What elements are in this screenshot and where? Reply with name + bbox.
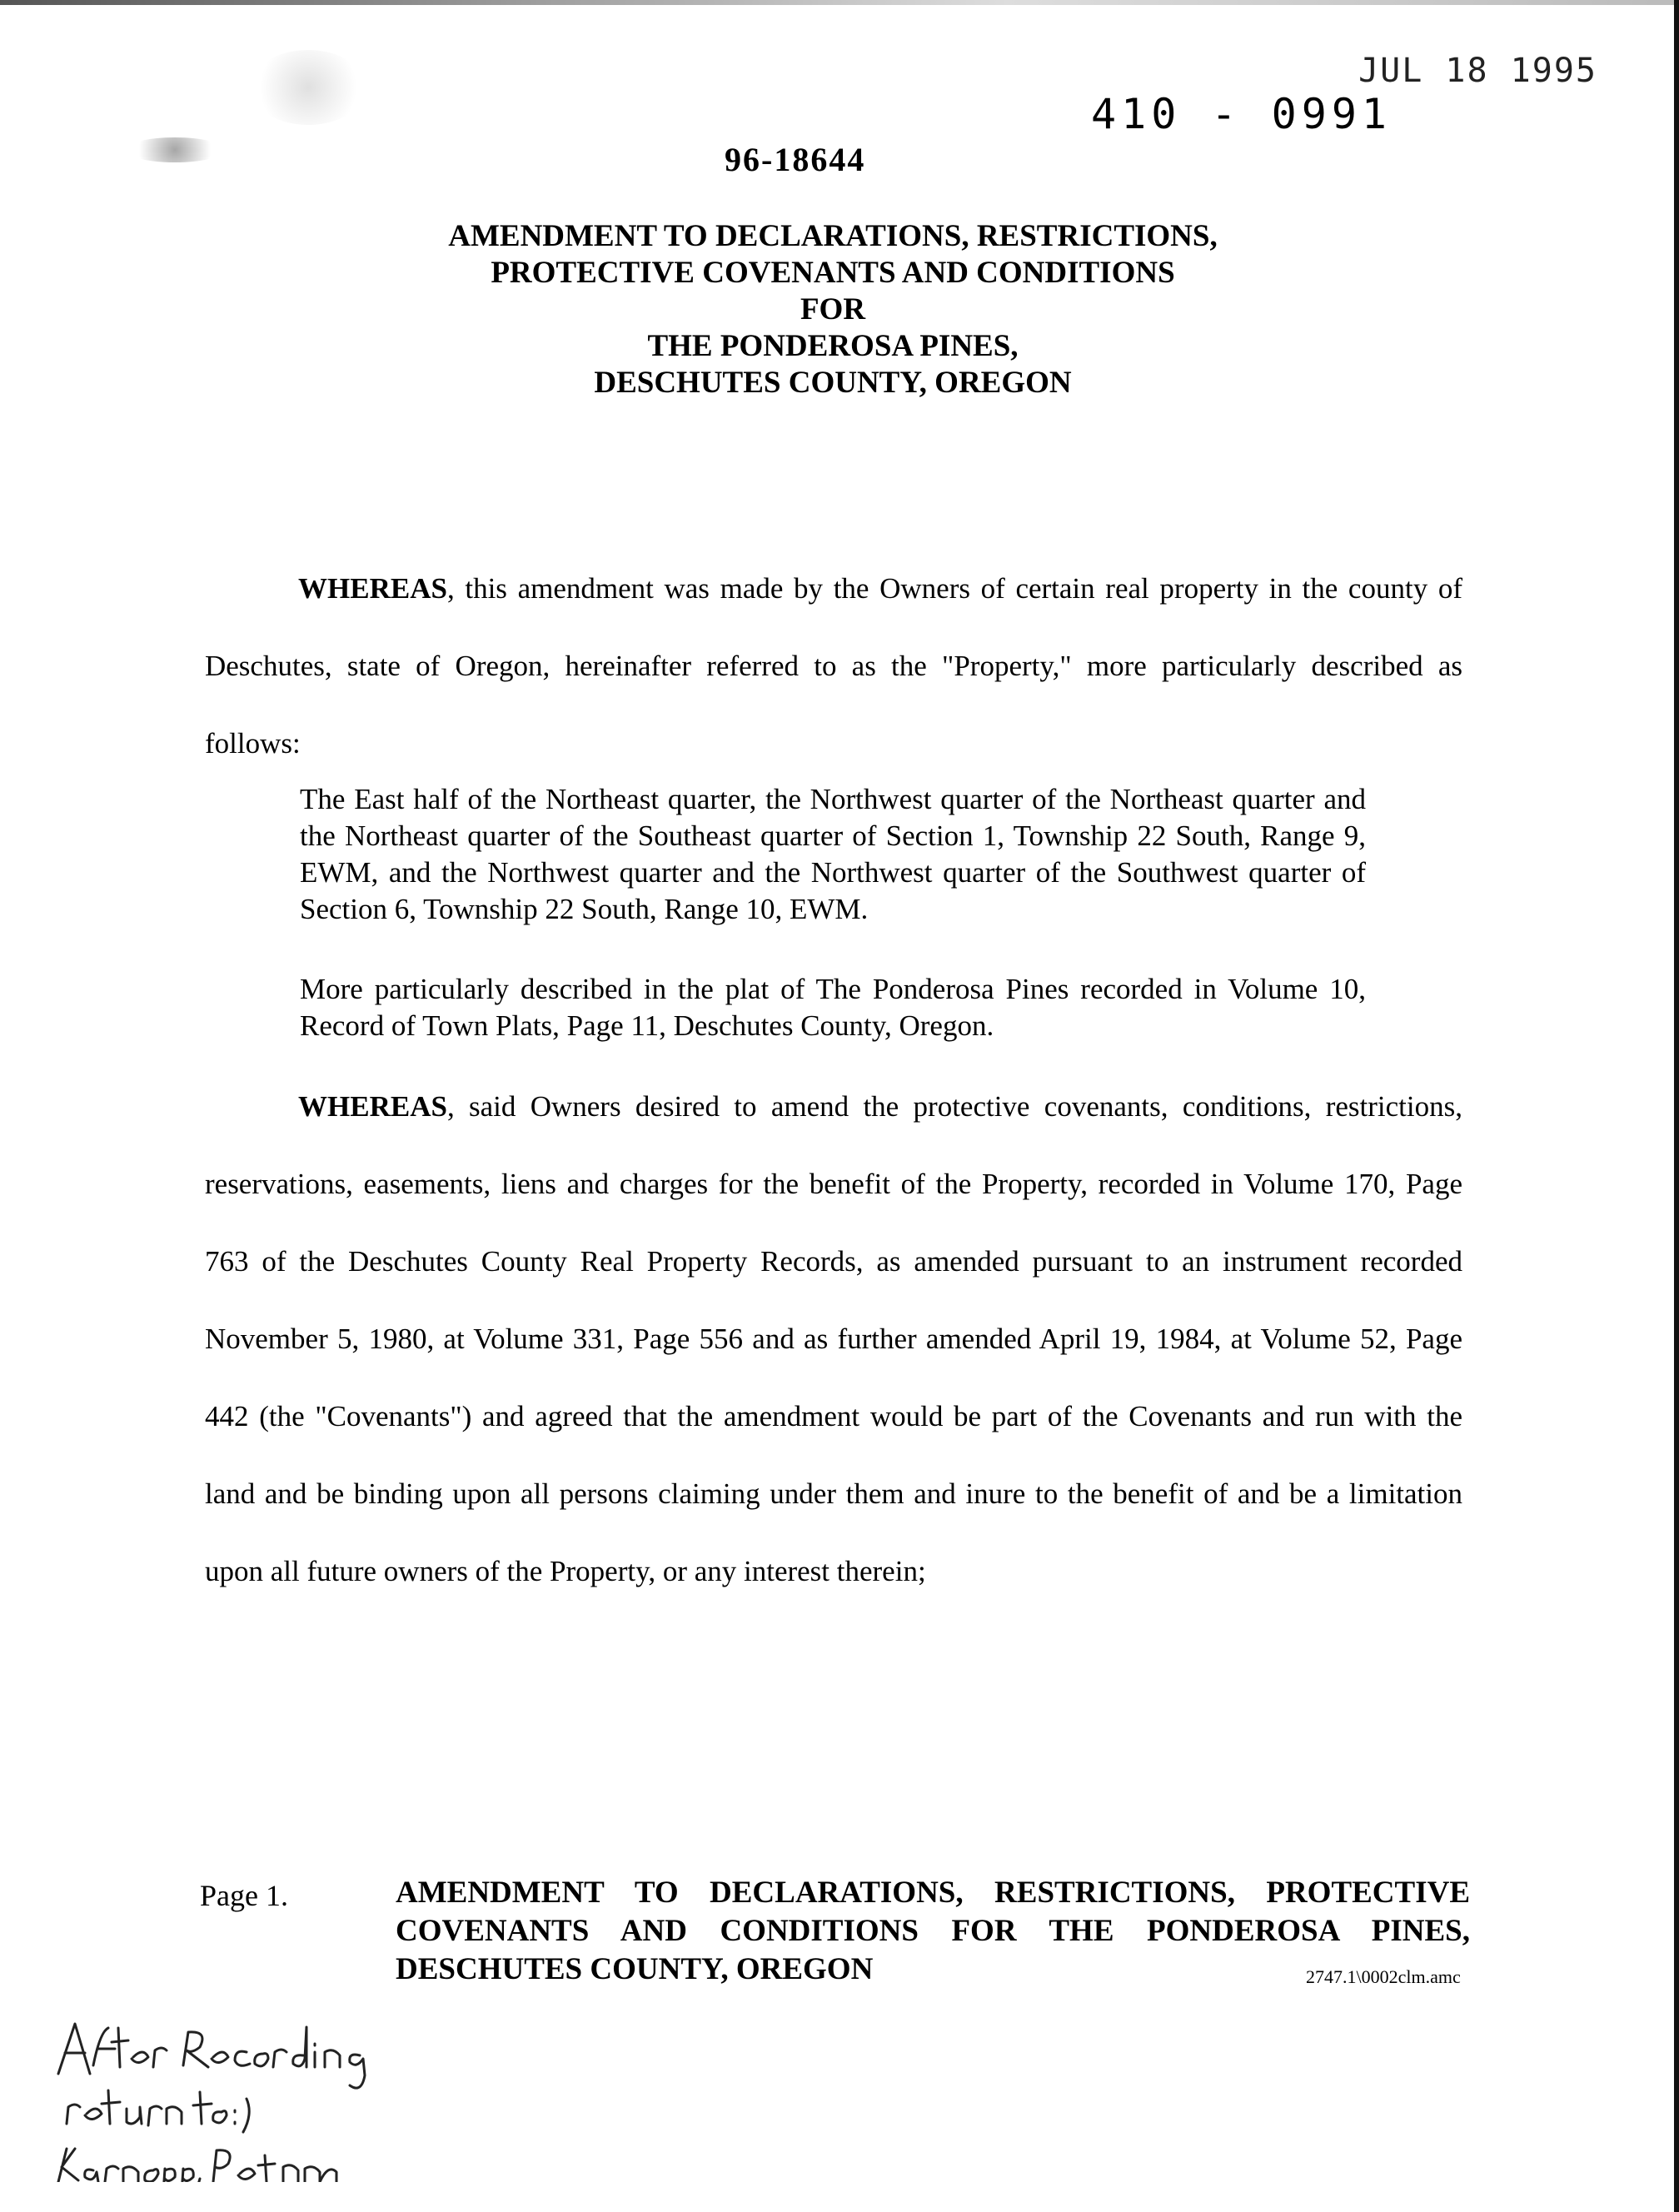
legal-description: The East half of the Northeast quarter, the Northwest quarter of the Northeast quarter and the Northeast quarter of the Southeast quarter of Section 1, Township 22 South, Range 9, EWM, and the Northwest quarter and the Northwest quarter of the Southwest quarter of Section 6, Township 22 South, Range 10, EWM.	[300, 783, 1366, 925]
footer-file-code: 2747.1\0002clm.amc	[1306, 1966, 1461, 1987]
handwritten-note	[50, 2015, 433, 2182]
scan-edge-right	[1674, 0, 1679, 2212]
title-line: PROTECTIVE COVENANTS AND CONDITIONS	[491, 256, 1175, 290]
received-date-stamp: JUL 18 1995	[1358, 52, 1597, 90]
whereas-paragraph-2	[205, 1068, 1462, 1610]
scan-edge-top	[0, 0, 1679, 5]
title-line: AMENDMENT TO DECLARATIONS, RESTRICTIONS,	[448, 219, 1218, 253]
plat-description: More particularly described in the plat of The Ponderosa Pines recorded in Volume 10, Record of Town Plats, Page 11, Deschutes County, Oregon.	[300, 973, 1366, 1042]
paragraph-text: , this amendment was made by the Owners of certain real property in the county of Deschutes, state of Oregon, hereinafter referred to as the "Property," more particularly described as follows:	[205, 572, 1462, 760]
title-line: DESCHUTES COUNTY, OREGON	[594, 366, 1072, 400]
footer-running-title: AMENDMENT TO DECLARATIONS, RESTRICTIONS, PROTECTIVE COVENANTS AND CONDITIONS FOR THE PONDEROSA PINES, DESCHUTES COUNTY, OREGON	[396, 1876, 1470, 1986]
title-line: FOR	[800, 292, 866, 326]
title-line: THE PONDEROSA PINES,	[647, 329, 1019, 363]
scan-smudge	[250, 50, 366, 125]
whereas-lead: WHEREAS	[298, 572, 447, 605]
page-number: Page 1.	[200, 1879, 288, 1912]
whereas-lead: WHEREAS	[298, 1090, 447, 1123]
whereas-paragraph-1	[205, 550, 1462, 782]
scan-smudge	[125, 137, 225, 162]
paragraph-text: , said Owners desired to amend the protective covenants, conditions, restrictions, reservations, easements, liens and charges for the benefit of the Property, recorded in Volume 170, Page 763 of the Deschutes County Real Property Records, as amended pursuant to an instrument recorded November 5, 1980, at Volume 331, Page 556 and as further amended April 19, 1984, at Volume 52, Page 442 (the "Covenants") and agreed that the amendment would be part of the Covenants and run with the land and be binding upon all persons claiming under them and inure to the benefit of and be a limitation upon all future owners of the Property, or any interest therein;	[205, 1090, 1462, 1587]
recording-file-number: 410 - 0991	[1091, 90, 1393, 138]
document-number: 96-18644	[725, 141, 866, 178]
document-title	[167, 218, 1499, 401]
